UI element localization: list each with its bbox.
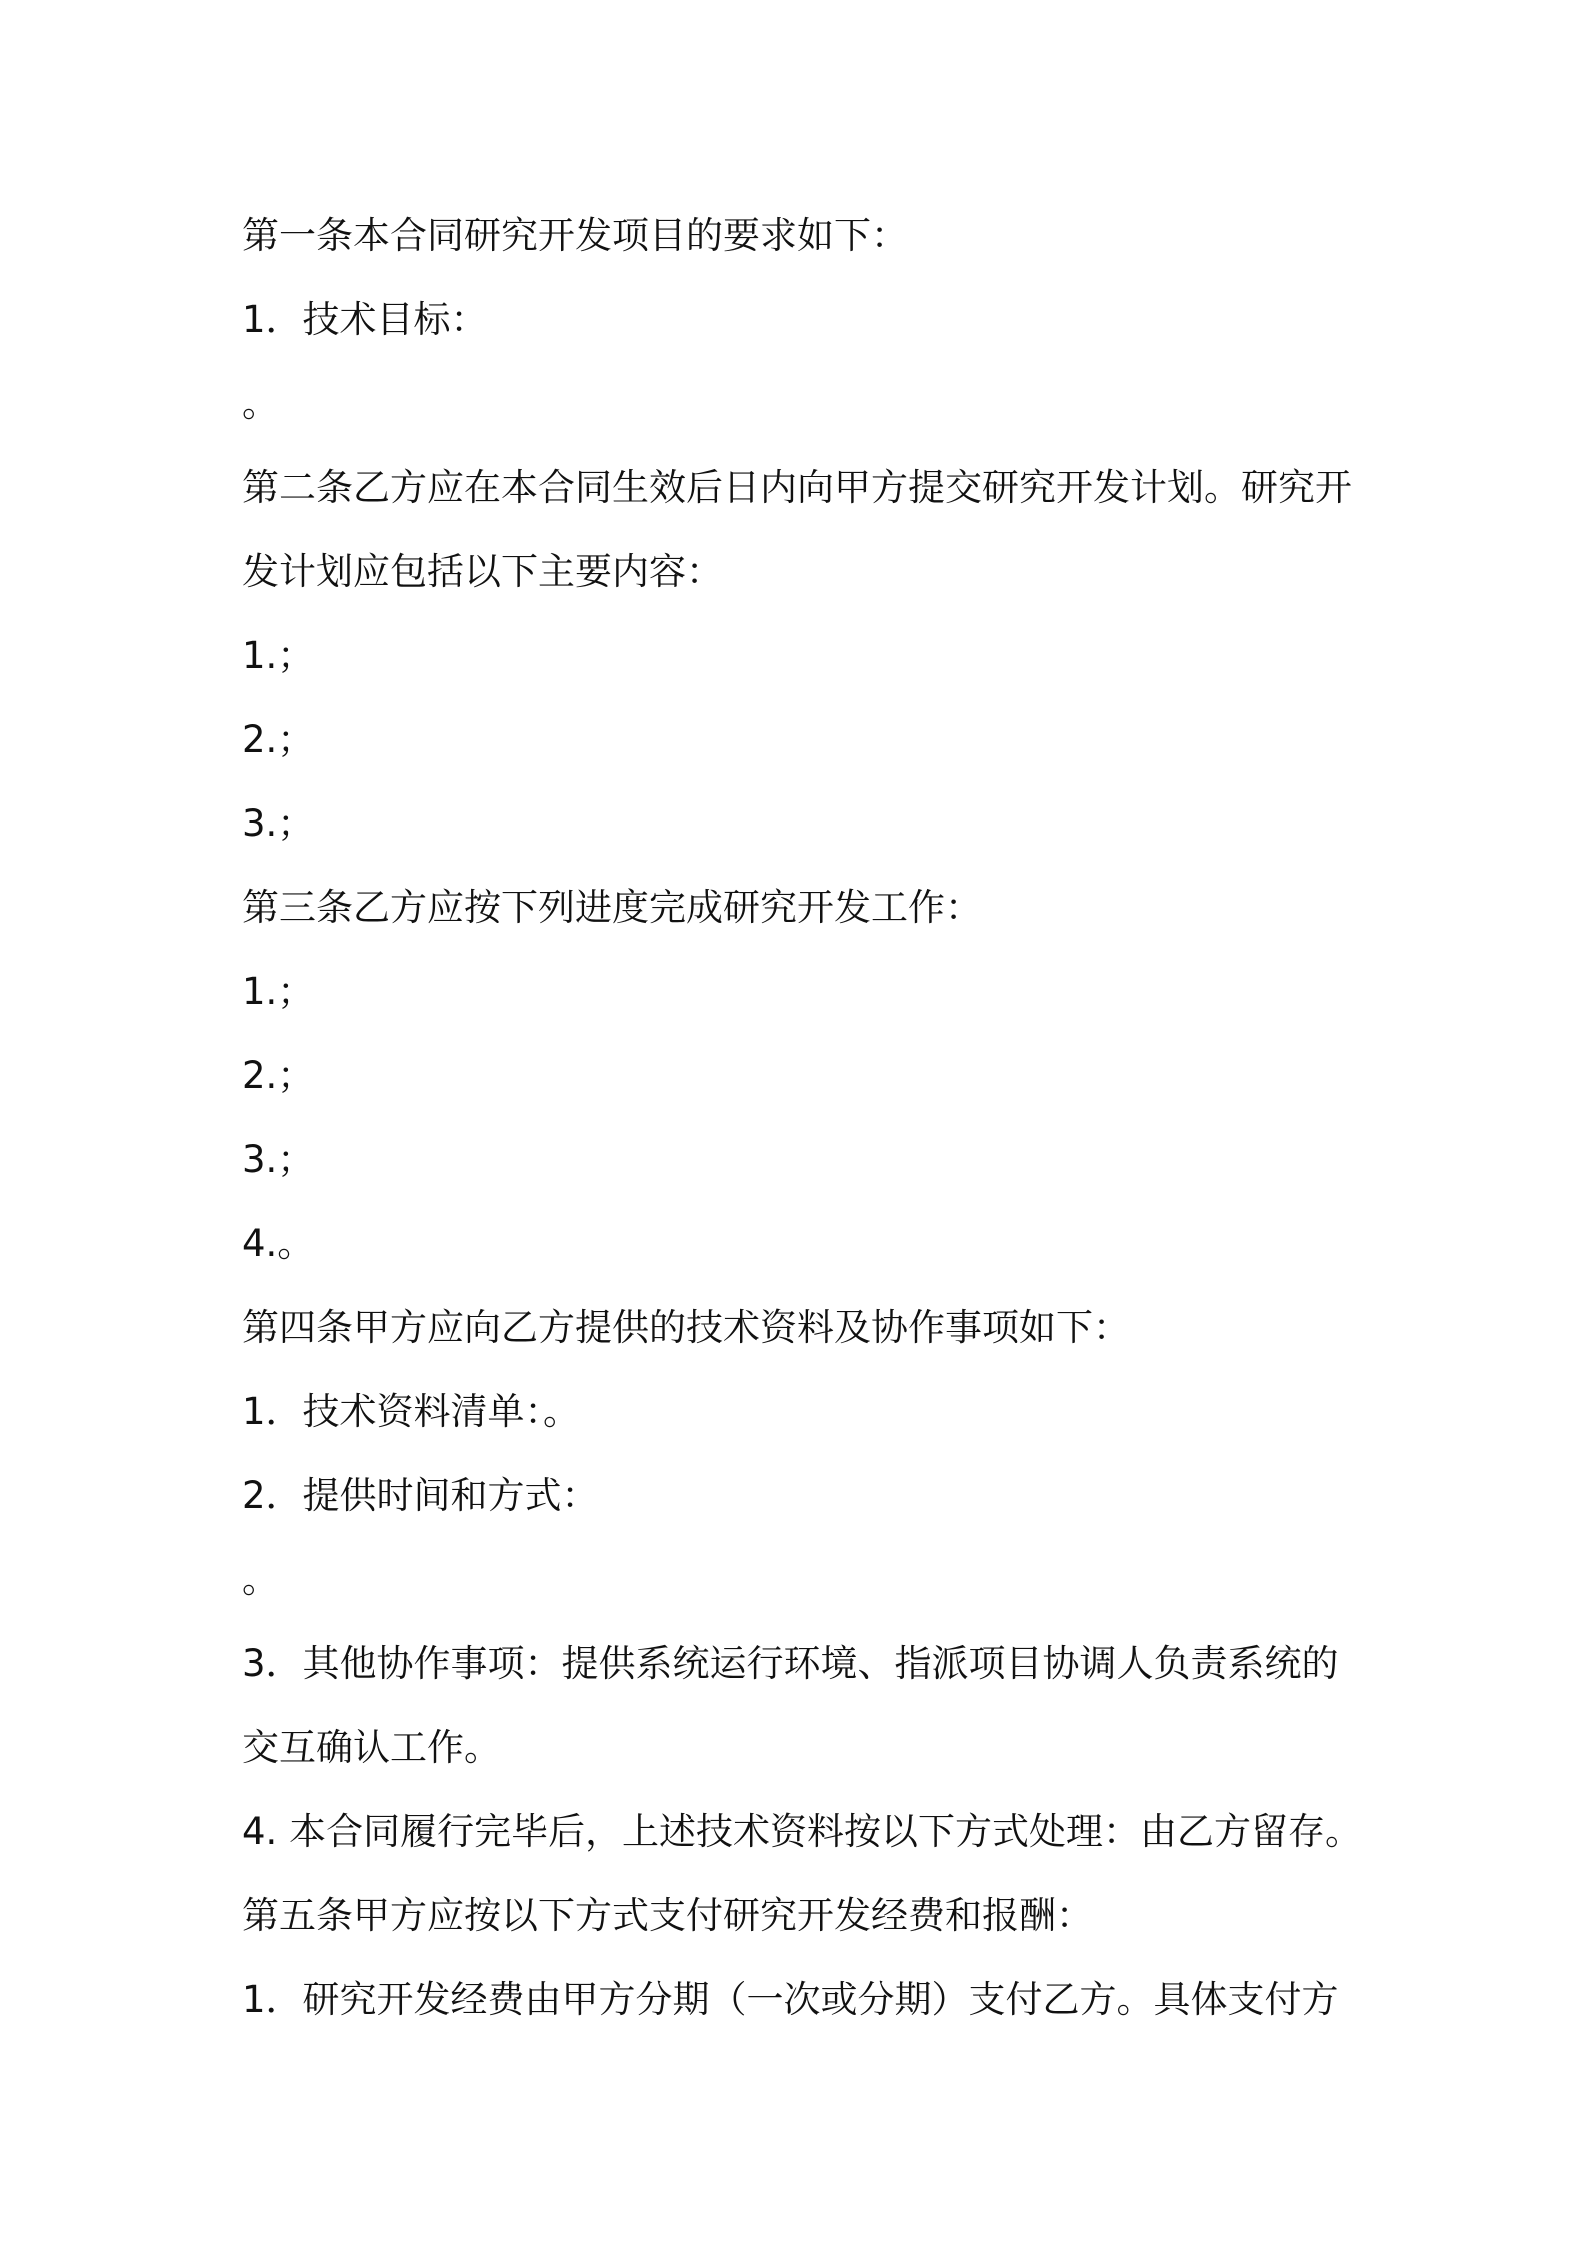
article-4-item-4: 4. 本合同履行完毕后，上述技术资料按以下方式处理：由乙方留存。 bbox=[242, 1810, 1363, 1853]
article-5-heading: 第五条甲方应按以下方式支付研究开发经费和报酬： bbox=[242, 1894, 1093, 1937]
article-3-item-2: 2.； bbox=[242, 1054, 315, 1097]
article-4-heading: 第四条甲方应向乙方提供的技术资料及协作事项如下： bbox=[242, 1306, 1130, 1349]
article-4-item-3: 3．其他协作事项：提供系统运行环境、指派项目协调人负责系统的 bbox=[242, 1642, 1339, 1685]
article-2-item-2: 2.； bbox=[242, 718, 315, 761]
article-2-text-continued: 发计划应包括以下主要内容： bbox=[242, 550, 723, 593]
article-4-item-2-end: 。 bbox=[242, 1558, 279, 1601]
article-1-item-1: 1．技术目标： bbox=[242, 298, 488, 341]
article-2-item-1: 1.； bbox=[242, 634, 315, 677]
article-3-item-1: 1.； bbox=[242, 970, 315, 1013]
article-1-heading: 第一条本合同研究开发项目的要求如下： bbox=[242, 214, 908, 257]
article-4-item-3-continued: 交互确认工作。 bbox=[242, 1726, 501, 1769]
article-3-item-3: 3.； bbox=[242, 1138, 315, 1181]
article-3-item-4: 4.。 bbox=[242, 1222, 315, 1265]
article-4-item-2: 2．提供时间和方式： bbox=[242, 1474, 599, 1517]
article-3-heading: 第三条乙方应按下列进度完成研究开发工作： bbox=[242, 886, 982, 929]
article-4-item-1: 1．技术资料清单：。 bbox=[242, 1390, 581, 1433]
article-5-item-1: 1．研究开发经费由甲方分期（一次或分期）支付乙方。具体支付方 bbox=[242, 1978, 1339, 2021]
article-2-text: 第二条乙方应在本合同生效后日内向甲方提交研究开发计划。研究开 bbox=[242, 466, 1352, 509]
contract-body bbox=[242, 194, 1362, 2042]
article-2-item-3: 3.； bbox=[242, 802, 315, 845]
article-1-item-1-end: 。 bbox=[242, 382, 279, 425]
